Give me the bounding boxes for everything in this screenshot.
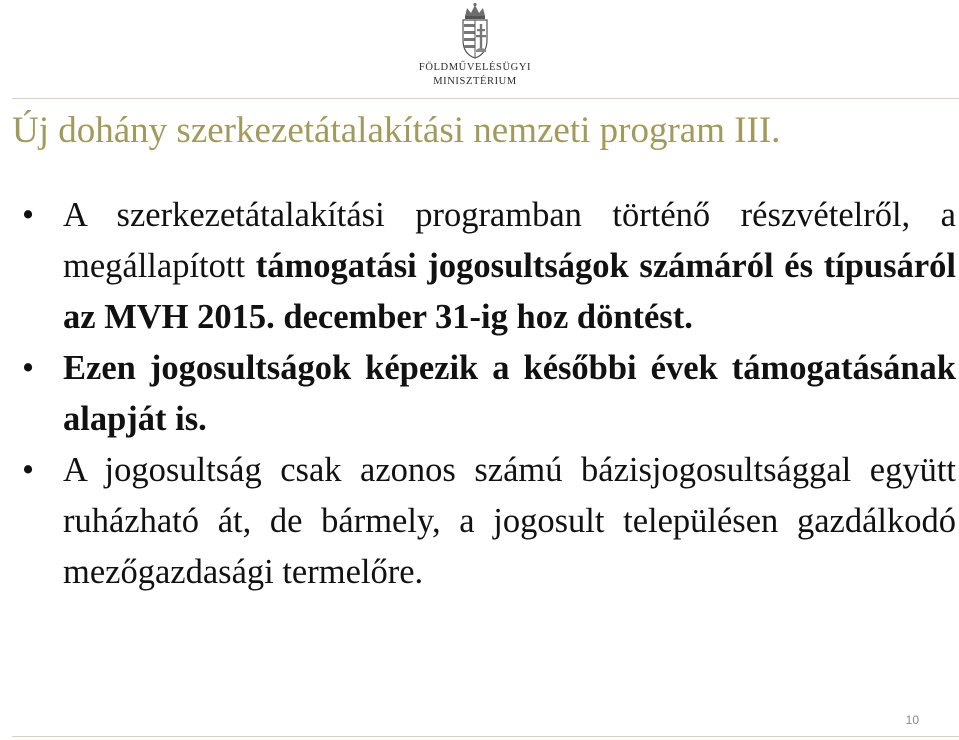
slide-title: Új dohány szerkezetátalakítási nemzeti program III. bbox=[12, 110, 781, 151]
page-number: 10 bbox=[905, 713, 919, 727]
bullet-marker: • bbox=[22, 451, 35, 489]
header-divider bbox=[12, 98, 959, 99]
bullet-text-bold: Ezen jogosultságok képezik a későbbi évek támogatásának alapját is. bbox=[63, 349, 956, 438]
footer-divider bbox=[12, 736, 959, 737]
bullet-item bbox=[18, 190, 956, 343]
bullet-text-bold: támogatási jogosultságok számáról és típusáról az MVH 2015. december 31-ig hoz döntést. bbox=[63, 247, 956, 336]
bullet-text: A jogosultság csak azonos számú bázisjogosultsággal együtt ruházható át, de bármely, a jogosult településen gazdálkodó mezőgazdasági termelőre. bbox=[63, 451, 956, 591]
bullet-text: A szerkezetátalakítási programban történő részvételről, a megállapított bbox=[63, 196, 956, 285]
ministry-logo bbox=[400, 2, 550, 94]
hungarian-coat-of-arms-icon bbox=[458, 2, 492, 60]
bullet-marker: • bbox=[22, 196, 35, 234]
ministry-name-line1: FÖLDMŰVELÉSÜGYI bbox=[418, 62, 532, 73]
bullet-item bbox=[18, 445, 956, 598]
bullet-item bbox=[18, 343, 956, 445]
bullet-list bbox=[18, 190, 956, 598]
ministry-name-line2: MINISZTÉRIUM bbox=[433, 76, 517, 87]
bullet-marker: • bbox=[22, 349, 35, 387]
